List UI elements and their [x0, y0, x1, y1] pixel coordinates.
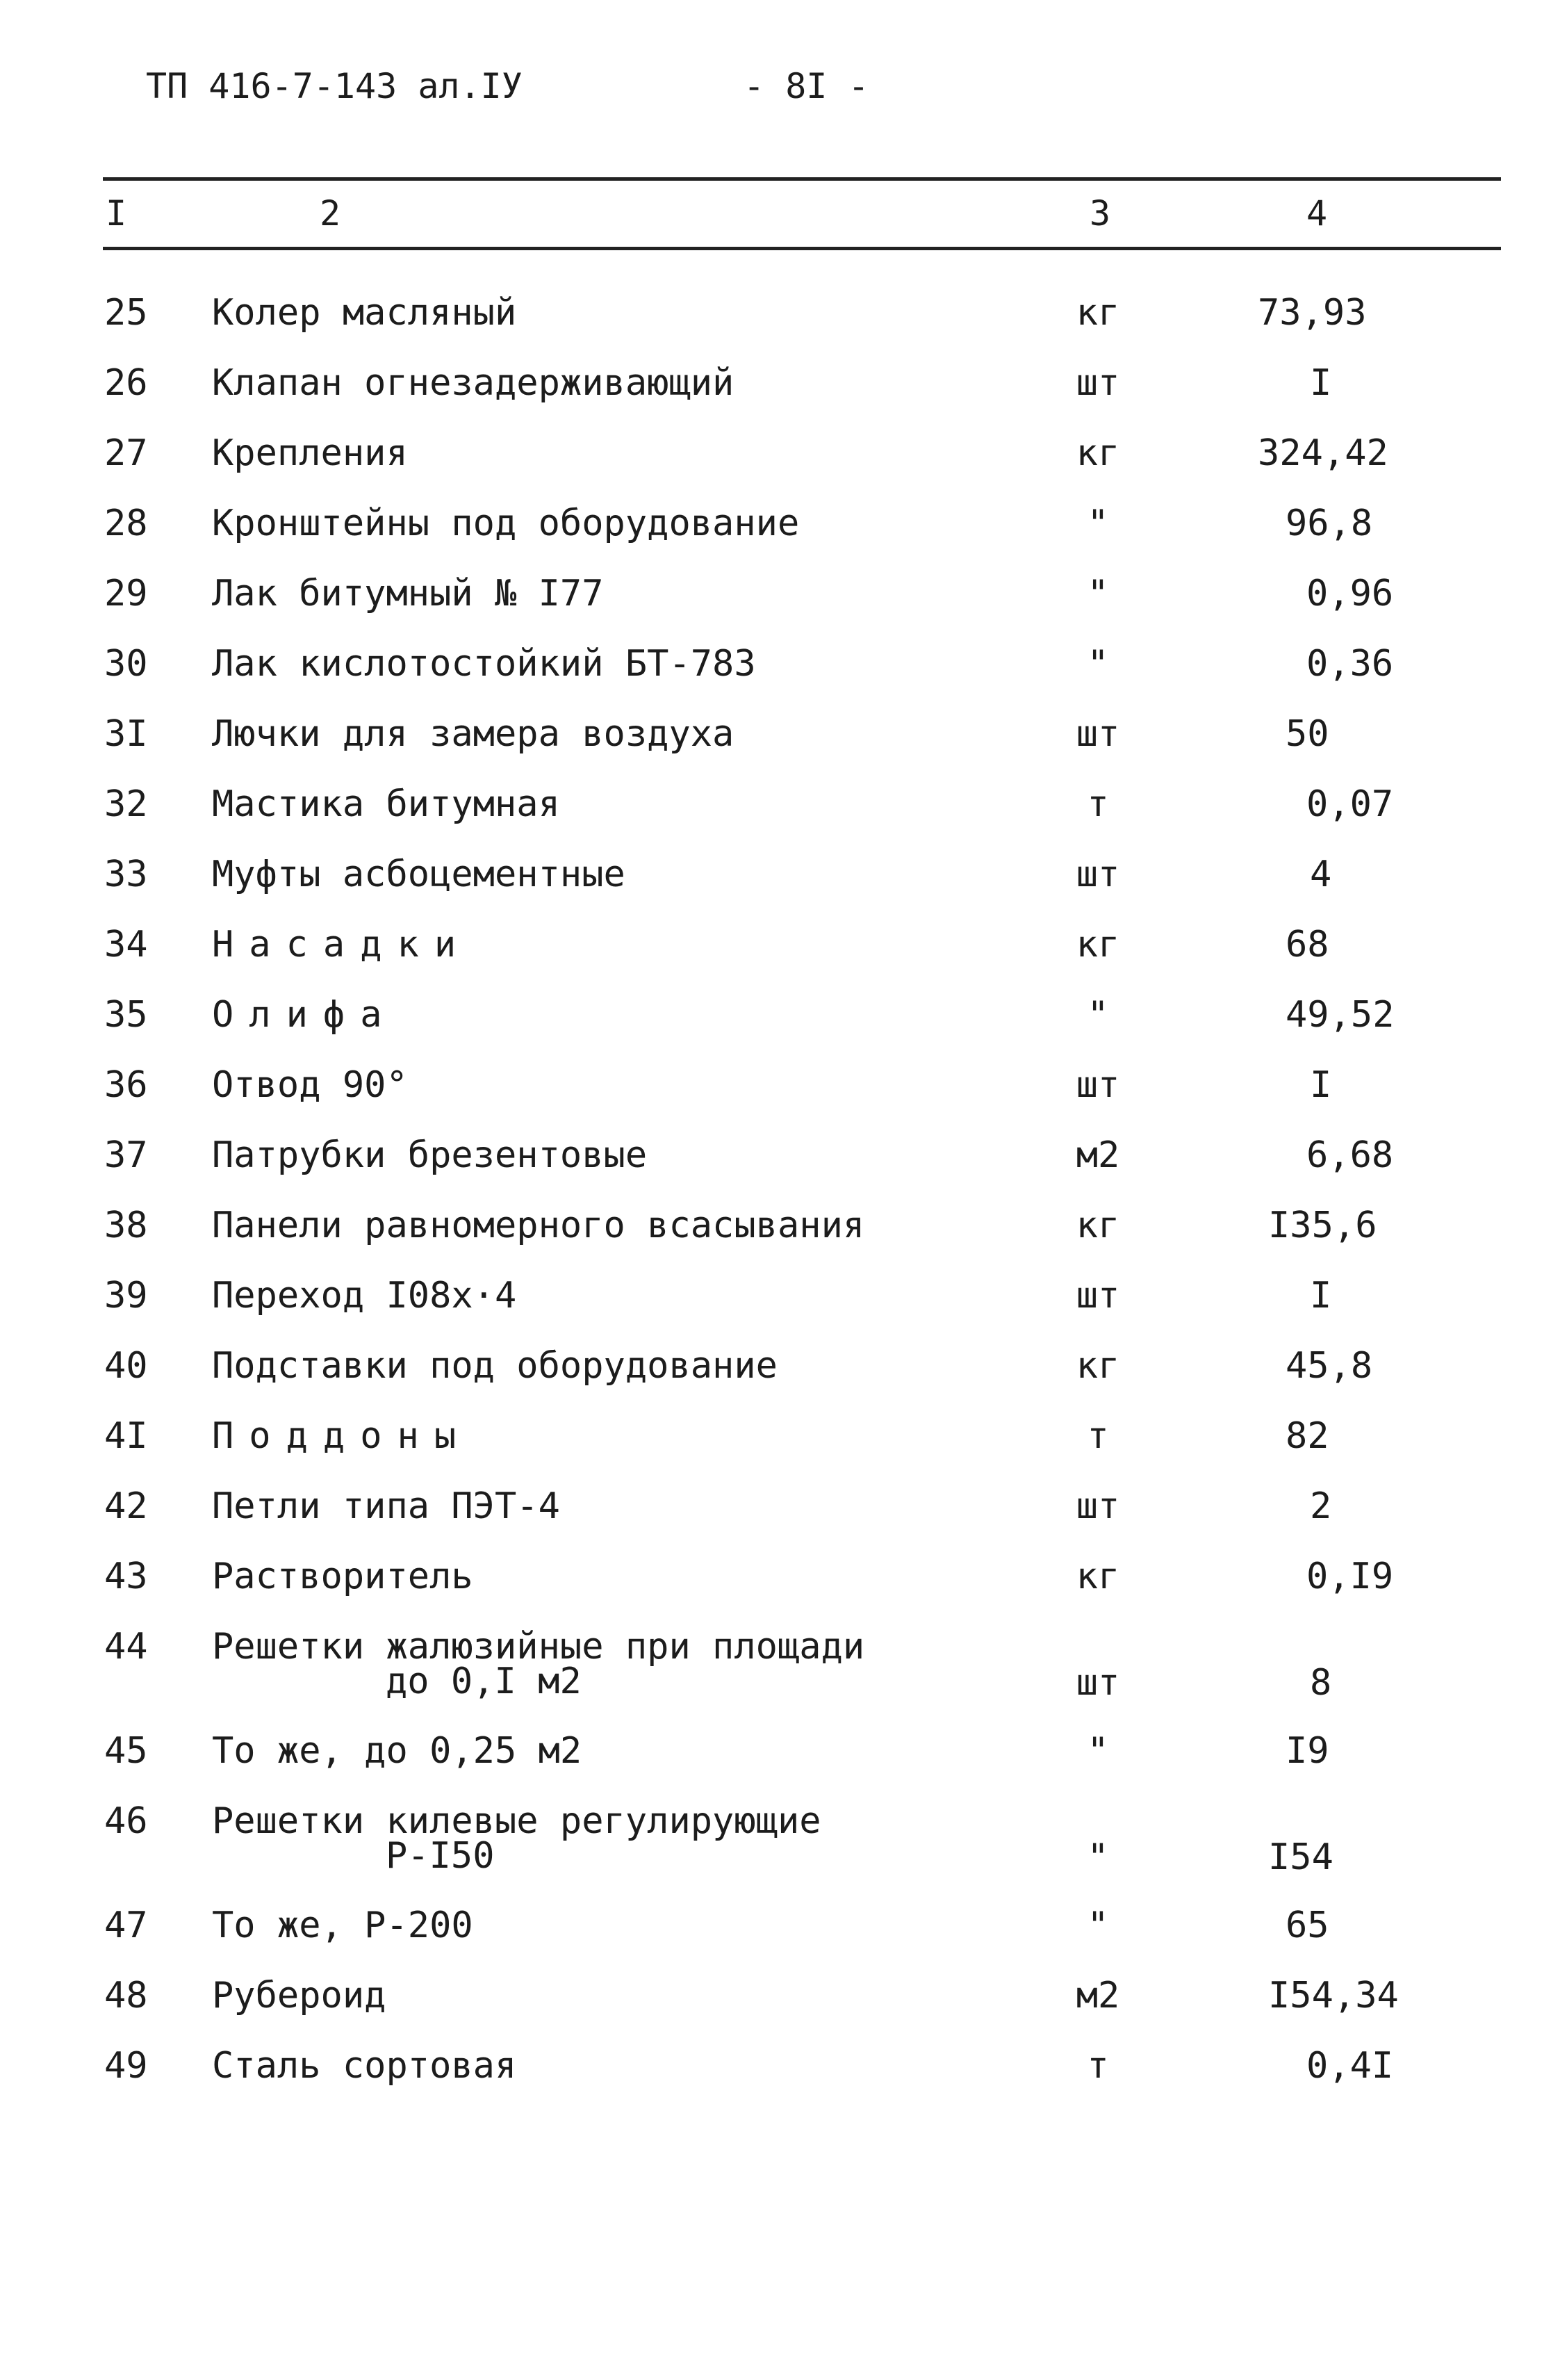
- row-number: 28: [104, 503, 148, 544]
- item-unit: ": [1087, 1905, 1109, 1946]
- table-row: [0, 1415, 1560, 1485]
- item-unit: т: [1087, 783, 1109, 825]
- column-header-1: I: [106, 193, 127, 234]
- item-quantity: I54,34: [1268, 1975, 1399, 2016]
- table-row: [0, 1730, 1560, 1800]
- row-number: 4I: [104, 1415, 148, 1457]
- row-number: 36: [104, 1064, 148, 1106]
- item-quantity: 73,93: [1258, 292, 1367, 334]
- table-row: [0, 432, 1560, 503]
- item-quantity: 49,52: [1286, 994, 1395, 1036]
- item-name: То же, Р-200: [212, 1905, 473, 1946]
- item-name: Крепления: [212, 432, 408, 474]
- row-number: 42: [104, 1485, 148, 1527]
- table-row: [0, 854, 1560, 924]
- item-name: Подставки под оборудование: [212, 1345, 778, 1387]
- table-row: [0, 1485, 1560, 1556]
- row-number: 49: [104, 2045, 148, 2087]
- row-number: 44: [104, 1626, 148, 1668]
- item-name: Колер масляный: [212, 292, 517, 334]
- item-quantity: I54: [1268, 1836, 1333, 1878]
- item-unit: кг: [1076, 924, 1120, 965]
- materials-table: [0, 292, 1560, 2115]
- column-header-3: 3: [1090, 193, 1111, 234]
- table-row: [0, 643, 1560, 713]
- item-unit: ": [1087, 503, 1109, 544]
- item-unit: м2: [1076, 1975, 1120, 2016]
- item-quantity: 2: [1310, 1485, 1332, 1527]
- item-name: Мастика битумная: [212, 783, 560, 825]
- item-quantity: 6,68: [1306, 1134, 1394, 1176]
- table-row: [0, 1975, 1560, 2045]
- row-number: 37: [104, 1134, 148, 1176]
- item-unit: кг: [1076, 292, 1120, 334]
- item-quantity: 82: [1286, 1415, 1329, 1457]
- item-name: Переход I08х·4: [212, 1275, 517, 1317]
- table-row: [0, 924, 1560, 994]
- table-top-rule: [103, 177, 1501, 181]
- item-unit: ": [1087, 994, 1109, 1036]
- table-row: [0, 1556, 1560, 1626]
- item-name: [212, 1626, 864, 1702]
- item-quantity: 8: [1310, 1662, 1332, 1704]
- item-unit: кг: [1076, 432, 1120, 474]
- row-number: 25: [104, 292, 148, 334]
- item-quantity: 0,96: [1306, 573, 1394, 614]
- row-number: 34: [104, 924, 148, 965]
- item-quantity: 0,I9: [1306, 1556, 1394, 1597]
- row-number: 38: [104, 1205, 148, 1246]
- table-row: [0, 994, 1560, 1064]
- item-quantity: I9: [1286, 1730, 1329, 1772]
- table-row: [0, 1800, 1560, 1905]
- row-number: 43: [104, 1556, 148, 1597]
- item-quantity: 68: [1286, 924, 1329, 965]
- row-number: 47: [104, 1905, 148, 1946]
- table-row: [0, 573, 1560, 643]
- item-unit: м2: [1076, 1134, 1120, 1176]
- item-name: Поддоны: [212, 1415, 472, 1457]
- item-name: Лак битумный № I77: [212, 573, 604, 614]
- item-name-line2: Р-I50: [386, 1835, 495, 1877]
- item-unit: ": [1087, 1730, 1109, 1772]
- item-name: Сталь сортовая: [212, 2045, 517, 2087]
- table-row: [0, 713, 1560, 783]
- table-header-rule: [103, 247, 1501, 250]
- item-name: Олифа: [212, 994, 397, 1036]
- item-unit: кг: [1076, 1345, 1120, 1387]
- item-unit: шт: [1076, 854, 1120, 895]
- item-quantity: 65: [1286, 1905, 1329, 1946]
- row-number: 35: [104, 994, 148, 1036]
- table-row: [0, 1345, 1560, 1415]
- column-header-2: 2: [320, 193, 341, 234]
- item-unit: шт: [1076, 362, 1120, 404]
- table-row: [0, 1205, 1560, 1275]
- table-row: [0, 1134, 1560, 1205]
- item-name: [212, 1800, 821, 1877]
- item-name: Петли типа ПЭТ-4: [212, 1485, 560, 1527]
- item-quantity: 4: [1310, 854, 1332, 895]
- item-name-line1: Решетки килевые регулирующие: [212, 1800, 821, 1842]
- row-number: 26: [104, 362, 148, 404]
- item-name: Рубероид: [212, 1975, 386, 2016]
- row-number: 32: [104, 783, 148, 825]
- item-quantity: I: [1310, 1064, 1332, 1106]
- row-number: 40: [104, 1345, 148, 1387]
- table-row: [0, 362, 1560, 432]
- item-quantity: I35,6: [1268, 1205, 1377, 1246]
- item-quantity: 45,8: [1286, 1345, 1373, 1387]
- item-name: Кронштейны под оборудование: [212, 503, 800, 544]
- table-row: [0, 1905, 1560, 1975]
- item-unit: ": [1087, 1836, 1109, 1878]
- item-unit: ": [1087, 573, 1109, 614]
- item-unit: шт: [1076, 1485, 1120, 1527]
- item-quantity: 0,4I: [1306, 2045, 1394, 2087]
- item-unit: кг: [1076, 1205, 1120, 1246]
- table-row: [0, 2045, 1560, 2115]
- document-code: ТП 416-7-143 ал.IУ: [146, 66, 523, 106]
- row-number: 48: [104, 1975, 148, 2016]
- item-name: Муфты асбоцементные: [212, 854, 625, 895]
- item-quantity: I: [1310, 1275, 1332, 1317]
- row-number: 3I: [104, 713, 148, 755]
- row-number: 27: [104, 432, 148, 474]
- table-row: [0, 1626, 1560, 1730]
- item-unit: шт: [1076, 713, 1120, 755]
- item-name: Панели равномерного всасывания: [212, 1205, 865, 1246]
- row-number: 29: [104, 573, 148, 614]
- item-name-line2: до 0,I м2: [386, 1661, 582, 1702]
- item-quantity: I: [1310, 362, 1332, 404]
- row-number: 39: [104, 1275, 148, 1317]
- item-unit: кг: [1076, 1556, 1120, 1597]
- item-name: Отвод 90°: [212, 1064, 408, 1106]
- table-row: [0, 1064, 1560, 1134]
- column-header-4: 4: [1306, 193, 1328, 234]
- row-number: 33: [104, 854, 148, 895]
- row-number: 30: [104, 643, 148, 685]
- row-number: 45: [104, 1730, 148, 1772]
- table-row: [0, 503, 1560, 573]
- item-unit: шт: [1076, 1275, 1120, 1317]
- item-unit: т: [1087, 1415, 1109, 1457]
- item-unit: ": [1087, 643, 1109, 685]
- item-unit: шт: [1076, 1662, 1120, 1704]
- item-name: Растворитель: [212, 1556, 473, 1597]
- table-row: [0, 1275, 1560, 1345]
- item-quantity: 0,07: [1306, 783, 1394, 825]
- item-quantity: 96,8: [1286, 503, 1373, 544]
- item-name: Клапан огнезадерживающий: [212, 362, 734, 404]
- row-number: 46: [104, 1800, 148, 1842]
- item-name: Лючки для замера воздуха: [212, 713, 734, 755]
- item-quantity: 50: [1286, 713, 1329, 755]
- item-quantity: 324,42: [1258, 432, 1388, 474]
- item-name: Лак кислотостойкий БТ-783: [212, 643, 756, 685]
- page-number: - 8I -: [744, 66, 869, 106]
- item-name: То же, до 0,25 м2: [212, 1730, 582, 1772]
- table-row: [0, 783, 1560, 854]
- item-unit: т: [1087, 2045, 1109, 2087]
- item-name: Патрубки брезентовые: [212, 1134, 648, 1176]
- item-name: Насадки: [212, 924, 472, 965]
- item-name-line1: Решетки жалюзийные при площади: [212, 1626, 865, 1668]
- table-row: [0, 292, 1560, 362]
- item-quantity: 0,36: [1306, 643, 1394, 685]
- item-unit: шт: [1076, 1064, 1120, 1106]
